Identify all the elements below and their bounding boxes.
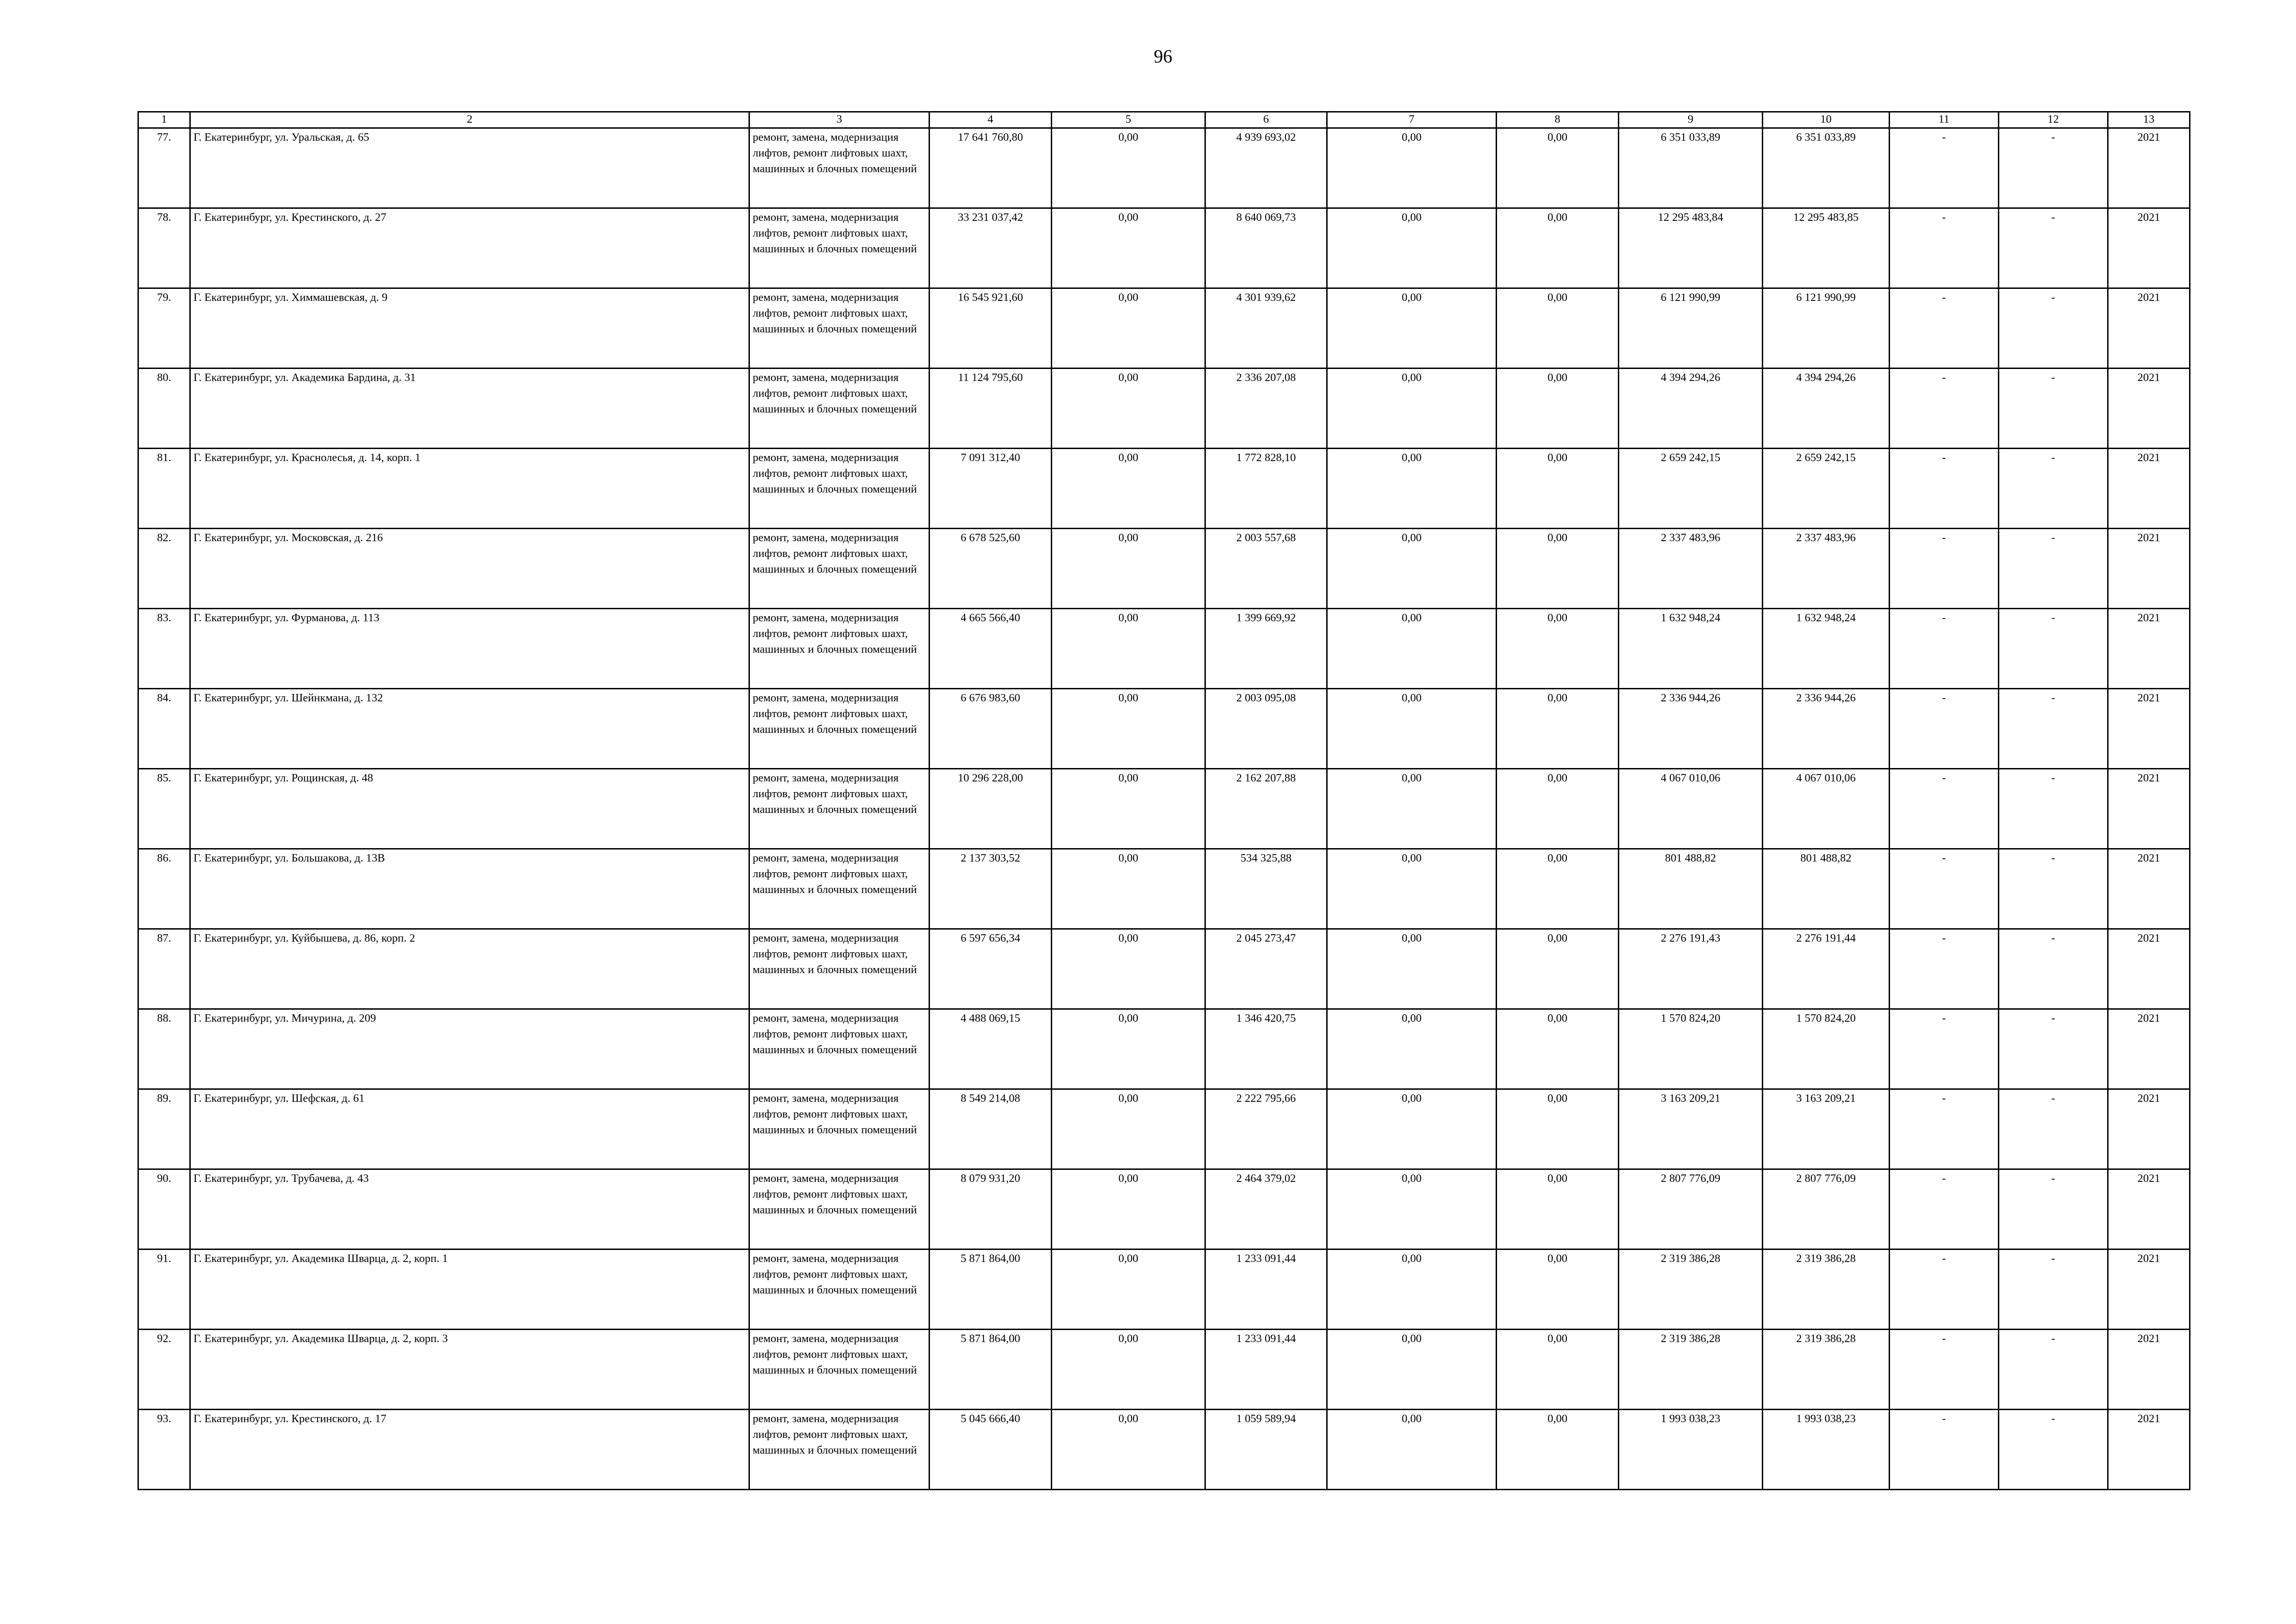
column-12-cell: - xyxy=(1999,1410,2108,1490)
row-number: 89. xyxy=(138,1089,190,1169)
column-number-11: 11 xyxy=(1890,112,1999,128)
column-11-cell: - xyxy=(1890,208,1999,288)
column-9-cell: 6 121 990,99 xyxy=(1619,288,1763,369)
column-11-cell: - xyxy=(1890,849,1999,929)
column-6-cell: 2 464 379,02 xyxy=(1205,1169,1327,1249)
table-row xyxy=(138,1089,2190,1169)
column-7-cell: 0,00 xyxy=(1327,1330,1497,1410)
year-cell: 2021 xyxy=(2108,1410,2190,1490)
column-11-cell: - xyxy=(1890,609,1999,689)
work-type-cell: ремонт, замена, модернизация лифтов, ремонт лифтовых шахт, машинных и блочных помещений xyxy=(749,1009,930,1089)
column-9-cell: 2 336 944,26 xyxy=(1619,689,1763,769)
work-type-cell: ремонт, замена, модернизация лифтов, ремонт лифтовых шахт, машинных и блочных помещений xyxy=(749,849,930,929)
column-12-cell: - xyxy=(1999,1089,2108,1169)
column-10-cell: 801 488,82 xyxy=(1763,849,1890,929)
row-number: 87. xyxy=(138,929,190,1009)
column-8-cell: 0,00 xyxy=(1497,929,1619,1009)
column-7-cell: 0,00 xyxy=(1327,1249,1497,1330)
column-10-cell: 2 659 242,15 xyxy=(1763,449,1890,529)
address-cell: Г. Екатеринбург, ул. Академика Шварца, д. 2, корп. 3 xyxy=(190,1330,749,1410)
year-cell: 2021 xyxy=(2108,1089,2190,1169)
table-header xyxy=(138,112,2190,128)
row-number: 81. xyxy=(138,449,190,529)
work-type-cell: ремонт, замена, модернизация лифтов, ремонт лифтовых шахт, машинных и блочных помещений xyxy=(749,1330,930,1410)
column-7-cell: 0,00 xyxy=(1327,929,1497,1009)
column-10-cell: 3 163 209,21 xyxy=(1763,1089,1890,1169)
column-8-cell: 0,00 xyxy=(1497,1169,1619,1249)
total-cost-cell: 7 091 312,40 xyxy=(930,449,1052,529)
address-cell: Г. Екатеринбург, ул. Шефская, д. 61 xyxy=(190,1089,749,1169)
column-number-6: 6 xyxy=(1205,112,1327,128)
year-cell: 2021 xyxy=(2108,609,2190,689)
column-number-4: 4 xyxy=(930,112,1052,128)
column-9-cell: 2 337 483,96 xyxy=(1619,529,1763,609)
table-row xyxy=(138,769,2190,849)
column-number-3: 3 xyxy=(749,112,930,128)
column-8-cell: 0,00 xyxy=(1497,1089,1619,1169)
table-row xyxy=(138,128,2190,208)
column-5-cell: 0,00 xyxy=(1052,1410,1205,1490)
work-type-cell: ремонт, замена, модернизация лифтов, ремонт лифтовых шахт, машинных и блочных помещений xyxy=(749,529,930,609)
row-number: 86. xyxy=(138,849,190,929)
row-number: 82. xyxy=(138,529,190,609)
column-number-8: 8 xyxy=(1497,112,1619,128)
table-body xyxy=(138,128,2190,1490)
address-cell: Г. Екатеринбург, ул. Куйбышева, д. 86, корп. 2 xyxy=(190,929,749,1009)
column-number-12: 12 xyxy=(1999,112,2108,128)
total-cost-cell: 5 045 666,40 xyxy=(930,1410,1052,1490)
column-6-cell: 8 640 069,73 xyxy=(1205,208,1327,288)
column-9-cell: 1 570 824,20 xyxy=(1619,1009,1763,1089)
row-number: 77. xyxy=(138,128,190,208)
address-cell: Г. Екатеринбург, ул. Фурманова, д. 113 xyxy=(190,609,749,689)
table-row xyxy=(138,288,2190,369)
column-5-cell: 0,00 xyxy=(1052,369,1205,449)
table-row xyxy=(138,1169,2190,1249)
year-cell: 2021 xyxy=(2108,1330,2190,1410)
column-9-cell: 3 163 209,21 xyxy=(1619,1089,1763,1169)
column-number-13: 13 xyxy=(2108,112,2190,128)
column-6-cell: 1 772 828,10 xyxy=(1205,449,1327,529)
column-11-cell: - xyxy=(1890,689,1999,769)
column-5-cell: 0,00 xyxy=(1052,128,1205,208)
year-cell: 2021 xyxy=(2108,689,2190,769)
column-11-cell: - xyxy=(1890,1410,1999,1490)
total-cost-cell: 11 124 795,60 xyxy=(930,369,1052,449)
column-8-cell: 0,00 xyxy=(1497,449,1619,529)
column-10-cell: 4 394 294,26 xyxy=(1763,369,1890,449)
row-number: 88. xyxy=(138,1009,190,1089)
year-cell: 2021 xyxy=(2108,929,2190,1009)
column-6-cell: 4 939 693,02 xyxy=(1205,128,1327,208)
column-12-cell: - xyxy=(1999,369,2108,449)
column-8-cell: 0,00 xyxy=(1497,369,1619,449)
column-8-cell: 0,00 xyxy=(1497,689,1619,769)
work-type-cell: ремонт, замена, модернизация лифтов, ремонт лифтовых шахт, машинных и блочных помещений xyxy=(749,208,930,288)
address-cell: Г. Екатеринбург, ул. Большакова, д. 13В xyxy=(190,849,749,929)
table-row xyxy=(138,1330,2190,1410)
column-12-cell: - xyxy=(1999,689,2108,769)
year-cell: 2021 xyxy=(2108,1249,2190,1330)
column-11-cell: - xyxy=(1890,369,1999,449)
address-cell: Г. Екатеринбург, ул. Химмашевская, д. 9 xyxy=(190,288,749,369)
row-number: 79. xyxy=(138,288,190,369)
year-cell: 2021 xyxy=(2108,449,2190,529)
year-cell: 2021 xyxy=(2108,128,2190,208)
column-10-cell: 4 067 010,06 xyxy=(1763,769,1890,849)
column-5-cell: 0,00 xyxy=(1052,689,1205,769)
address-cell: Г. Екатеринбург, ул. Академика Шварца, д. 2, корп. 1 xyxy=(190,1249,749,1330)
column-7-cell: 0,00 xyxy=(1327,369,1497,449)
column-10-cell: 2 319 386,28 xyxy=(1763,1249,1890,1330)
column-8-cell: 0,00 xyxy=(1497,609,1619,689)
column-12-cell: - xyxy=(1999,128,2108,208)
column-11-cell: - xyxy=(1890,1089,1999,1169)
column-12-cell: - xyxy=(1999,1330,2108,1410)
year-cell: 2021 xyxy=(2108,288,2190,369)
column-8-cell: 0,00 xyxy=(1497,1410,1619,1490)
column-5-cell: 0,00 xyxy=(1052,529,1205,609)
capital-repair-table xyxy=(137,111,2190,1490)
column-number-row xyxy=(138,112,2190,128)
column-5-cell: 0,00 xyxy=(1052,929,1205,1009)
year-cell: 2021 xyxy=(2108,769,2190,849)
total-cost-cell: 8 549 214,08 xyxy=(930,1089,1052,1169)
column-6-cell: 4 301 939,62 xyxy=(1205,288,1327,369)
work-type-cell: ремонт, замена, модернизация лифтов, ремонт лифтовых шахт, машинных и блочных помещений xyxy=(749,1169,930,1249)
work-type-cell: ремонт, замена, модернизация лифтов, ремонт лифтовых шахт, машинных и блочных помещений xyxy=(749,449,930,529)
column-6-cell: 1 346 420,75 xyxy=(1205,1009,1327,1089)
column-number-1: 1 xyxy=(138,112,190,128)
column-10-cell: 6 351 033,89 xyxy=(1763,128,1890,208)
row-number: 85. xyxy=(138,769,190,849)
column-7-cell: 0,00 xyxy=(1327,1009,1497,1089)
total-cost-cell: 4 488 069,15 xyxy=(930,1009,1052,1089)
table-row xyxy=(138,929,2190,1009)
column-7-cell: 0,00 xyxy=(1327,689,1497,769)
column-11-cell: - xyxy=(1890,1249,1999,1330)
total-cost-cell: 6 678 525,60 xyxy=(930,529,1052,609)
column-9-cell: 6 351 033,89 xyxy=(1619,128,1763,208)
column-7-cell: 0,00 xyxy=(1327,1089,1497,1169)
column-11-cell: - xyxy=(1890,929,1999,1009)
address-cell: Г. Екатеринбург, ул. Рощинская, д. 48 xyxy=(190,769,749,849)
address-cell: Г. Екатеринбург, ул. Трубачева, д. 43 xyxy=(190,1169,749,1249)
column-7-cell: 0,00 xyxy=(1327,288,1497,369)
column-5-cell: 0,00 xyxy=(1052,1009,1205,1089)
year-cell: 2021 xyxy=(2108,1169,2190,1249)
column-8-cell: 0,00 xyxy=(1497,1249,1619,1330)
table-row xyxy=(138,609,2190,689)
column-9-cell: 4 067 010,06 xyxy=(1619,769,1763,849)
column-number-9: 9 xyxy=(1619,112,1763,128)
work-type-cell: ремонт, замена, модернизация лифтов, ремонт лифтовых шахт, машинных и блочных помещений xyxy=(749,1249,930,1330)
column-5-cell: 0,00 xyxy=(1052,449,1205,529)
column-5-cell: 0,00 xyxy=(1052,849,1205,929)
column-6-cell: 534 325,88 xyxy=(1205,849,1327,929)
column-7-cell: 0,00 xyxy=(1327,529,1497,609)
column-9-cell: 2 807 776,09 xyxy=(1619,1169,1763,1249)
year-cell: 2021 xyxy=(2108,1009,2190,1089)
column-6-cell: 2 003 557,68 xyxy=(1205,529,1327,609)
column-6-cell: 2 003 095,08 xyxy=(1205,689,1327,769)
column-12-cell: - xyxy=(1999,288,2108,369)
column-6-cell: 2 222 795,66 xyxy=(1205,1089,1327,1169)
row-number: 91. xyxy=(138,1249,190,1330)
row-number: 84. xyxy=(138,689,190,769)
column-6-cell: 1 399 669,92 xyxy=(1205,609,1327,689)
total-cost-cell: 5 871 864,00 xyxy=(930,1249,1052,1330)
total-cost-cell: 17 641 760,80 xyxy=(930,128,1052,208)
column-9-cell: 2 659 242,15 xyxy=(1619,449,1763,529)
column-7-cell: 0,00 xyxy=(1327,849,1497,929)
total-cost-cell: 10 296 228,00 xyxy=(930,769,1052,849)
column-7-cell: 0,00 xyxy=(1327,1410,1497,1490)
column-5-cell: 0,00 xyxy=(1052,288,1205,369)
table-row xyxy=(138,529,2190,609)
year-cell: 2021 xyxy=(2108,849,2190,929)
column-12-cell: - xyxy=(1999,1009,2108,1089)
column-7-cell: 0,00 xyxy=(1327,609,1497,689)
column-number-7: 7 xyxy=(1327,112,1497,128)
row-number: 90. xyxy=(138,1169,190,1249)
row-number: 83. xyxy=(138,609,190,689)
table-row xyxy=(138,208,2190,288)
column-6-cell: 1 059 589,94 xyxy=(1205,1410,1327,1490)
table-row xyxy=(138,369,2190,449)
address-cell: Г. Екатеринбург, ул. Мичурина, д. 209 xyxy=(190,1009,749,1089)
address-cell: Г. Екатеринбург, ул. Крестинского, д. 17 xyxy=(190,1410,749,1490)
total-cost-cell: 16 545 921,60 xyxy=(930,288,1052,369)
column-10-cell: 2 319 386,28 xyxy=(1763,1330,1890,1410)
column-7-cell: 0,00 xyxy=(1327,449,1497,529)
address-cell: Г. Екатеринбург, ул. Уральская, д. 65 xyxy=(190,128,749,208)
column-8-cell: 0,00 xyxy=(1497,849,1619,929)
column-11-cell: - xyxy=(1890,529,1999,609)
column-9-cell: 2 319 386,28 xyxy=(1619,1330,1763,1410)
column-6-cell: 1 233 091,44 xyxy=(1205,1249,1327,1330)
column-6-cell: 2 162 207,88 xyxy=(1205,769,1327,849)
column-11-cell: - xyxy=(1890,288,1999,369)
row-number: 92. xyxy=(138,1330,190,1410)
column-6-cell: 2 336 207,08 xyxy=(1205,369,1327,449)
year-cell: 2021 xyxy=(2108,369,2190,449)
column-11-cell: - xyxy=(1890,1169,1999,1249)
column-5-cell: 0,00 xyxy=(1052,1089,1205,1169)
column-9-cell: 1 993 038,23 xyxy=(1619,1410,1763,1490)
column-12-cell: - xyxy=(1999,1169,2108,1249)
total-cost-cell: 33 231 037,42 xyxy=(930,208,1052,288)
column-5-cell: 0,00 xyxy=(1052,609,1205,689)
column-10-cell: 1 993 038,23 xyxy=(1763,1410,1890,1490)
work-type-cell: ремонт, замена, модернизация лифтов, ремонт лифтовых шахт, машинных и блочных помещений xyxy=(749,1089,930,1169)
column-11-cell: - xyxy=(1890,449,1999,529)
column-11-cell: - xyxy=(1890,128,1999,208)
work-type-cell: ремонт, замена, модернизация лифтов, ремонт лифтовых шахт, машинных и блочных помещений xyxy=(749,689,930,769)
table-row xyxy=(138,1009,2190,1089)
table-row xyxy=(138,849,2190,929)
work-type-cell: ремонт, замена, модернизация лифтов, ремонт лифтовых шахт, машинных и блочных помещений xyxy=(749,1410,930,1490)
column-9-cell: 4 394 294,26 xyxy=(1619,369,1763,449)
column-8-cell: 0,00 xyxy=(1497,208,1619,288)
column-10-cell: 12 295 483,85 xyxy=(1763,208,1890,288)
column-9-cell: 1 632 948,24 xyxy=(1619,609,1763,689)
table-row xyxy=(138,1249,2190,1330)
total-cost-cell: 4 665 566,40 xyxy=(930,609,1052,689)
column-11-cell: - xyxy=(1890,769,1999,849)
column-10-cell: 2 807 776,09 xyxy=(1763,1169,1890,1249)
address-cell: Г. Екатеринбург, ул. Краснолесья, д. 14, корп. 1 xyxy=(190,449,749,529)
column-number-5: 5 xyxy=(1052,112,1205,128)
column-5-cell: 0,00 xyxy=(1052,208,1205,288)
column-9-cell: 2 319 386,28 xyxy=(1619,1249,1763,1330)
column-10-cell: 1 570 824,20 xyxy=(1763,1009,1890,1089)
column-number-10: 10 xyxy=(1763,112,1890,128)
column-12-cell: - xyxy=(1999,849,2108,929)
column-11-cell: - xyxy=(1890,1330,1999,1410)
total-cost-cell: 5 871 864,00 xyxy=(930,1330,1052,1410)
table-row xyxy=(138,1410,2190,1490)
column-8-cell: 0,00 xyxy=(1497,529,1619,609)
column-5-cell: 0,00 xyxy=(1052,769,1205,849)
address-cell: Г. Екатеринбург, ул. Академика Бардина, д. 31 xyxy=(190,369,749,449)
column-6-cell: 1 233 091,44 xyxy=(1205,1330,1327,1410)
column-10-cell: 2 276 191,44 xyxy=(1763,929,1890,1009)
column-9-cell: 801 488,82 xyxy=(1619,849,1763,929)
row-number: 93. xyxy=(138,1410,190,1490)
column-7-cell: 0,00 xyxy=(1327,208,1497,288)
column-8-cell: 0,00 xyxy=(1497,769,1619,849)
column-10-cell: 2 337 483,96 xyxy=(1763,529,1890,609)
total-cost-cell: 2 137 303,52 xyxy=(930,849,1052,929)
work-type-cell: ремонт, замена, модернизация лифтов, ремонт лифтовых шахт, машинных и блочных помещений xyxy=(749,128,930,208)
column-11-cell: - xyxy=(1890,1009,1999,1089)
column-12-cell: - xyxy=(1999,929,2108,1009)
column-10-cell: 6 121 990,99 xyxy=(1763,288,1890,369)
column-12-cell: - xyxy=(1999,1249,2108,1330)
column-9-cell: 2 276 191,43 xyxy=(1619,929,1763,1009)
year-cell: 2021 xyxy=(2108,208,2190,288)
total-cost-cell: 8 079 931,20 xyxy=(930,1169,1052,1249)
column-7-cell: 0,00 xyxy=(1327,128,1497,208)
column-8-cell: 0,00 xyxy=(1497,1330,1619,1410)
column-9-cell: 12 295 483,84 xyxy=(1619,208,1763,288)
column-8-cell: 0,00 xyxy=(1497,1009,1619,1089)
address-cell: Г. Екатеринбург, ул. Крестинского, д. 27 xyxy=(190,208,749,288)
column-5-cell: 0,00 xyxy=(1052,1330,1205,1410)
column-12-cell: - xyxy=(1999,769,2108,849)
total-cost-cell: 6 597 656,34 xyxy=(930,929,1052,1009)
column-8-cell: 0,00 xyxy=(1497,288,1619,369)
address-cell: Г. Екатеринбург, ул. Московская, д. 216 xyxy=(190,529,749,609)
table-row xyxy=(138,689,2190,769)
column-7-cell: 0,00 xyxy=(1327,769,1497,849)
column-12-cell: - xyxy=(1999,529,2108,609)
year-cell: 2021 xyxy=(2108,529,2190,609)
column-5-cell: 0,00 xyxy=(1052,1249,1205,1330)
table-row xyxy=(138,449,2190,529)
column-7-cell: 0,00 xyxy=(1327,1169,1497,1249)
column-12-cell: - xyxy=(1999,609,2108,689)
page-number: 96 xyxy=(1154,46,1173,67)
address-cell: Г. Екатеринбург, ул. Шейнкмана, д. 132 xyxy=(190,689,749,769)
total-cost-cell: 6 676 983,60 xyxy=(930,689,1052,769)
column-5-cell: 0,00 xyxy=(1052,1169,1205,1249)
work-type-cell: ремонт, замена, модернизация лифтов, ремонт лифтовых шахт, машинных и блочных помещений xyxy=(749,288,930,369)
work-type-cell: ремонт, замена, модернизация лифтов, ремонт лифтовых шахт, машинных и блочных помещений xyxy=(749,769,930,849)
column-number-2: 2 xyxy=(190,112,749,128)
column-10-cell: 2 336 944,26 xyxy=(1763,689,1890,769)
work-type-cell: ремонт, замена, модернизация лифтов, ремонт лифтовых шахт, машинных и блочных помещений xyxy=(749,609,930,689)
column-6-cell: 2 045 273,47 xyxy=(1205,929,1327,1009)
column-10-cell: 1 632 948,24 xyxy=(1763,609,1890,689)
row-number: 80. xyxy=(138,369,190,449)
row-number: 78. xyxy=(138,208,190,288)
column-12-cell: - xyxy=(1999,449,2108,529)
column-12-cell: - xyxy=(1999,208,2108,288)
work-type-cell: ремонт, замена, модернизация лифтов, ремонт лифтовых шахт, машинных и блочных помещений xyxy=(749,929,930,1009)
work-type-cell: ремонт, замена, модернизация лифтов, ремонт лифтовых шахт, машинных и блочных помещений xyxy=(749,369,930,449)
column-8-cell: 0,00 xyxy=(1497,128,1619,208)
